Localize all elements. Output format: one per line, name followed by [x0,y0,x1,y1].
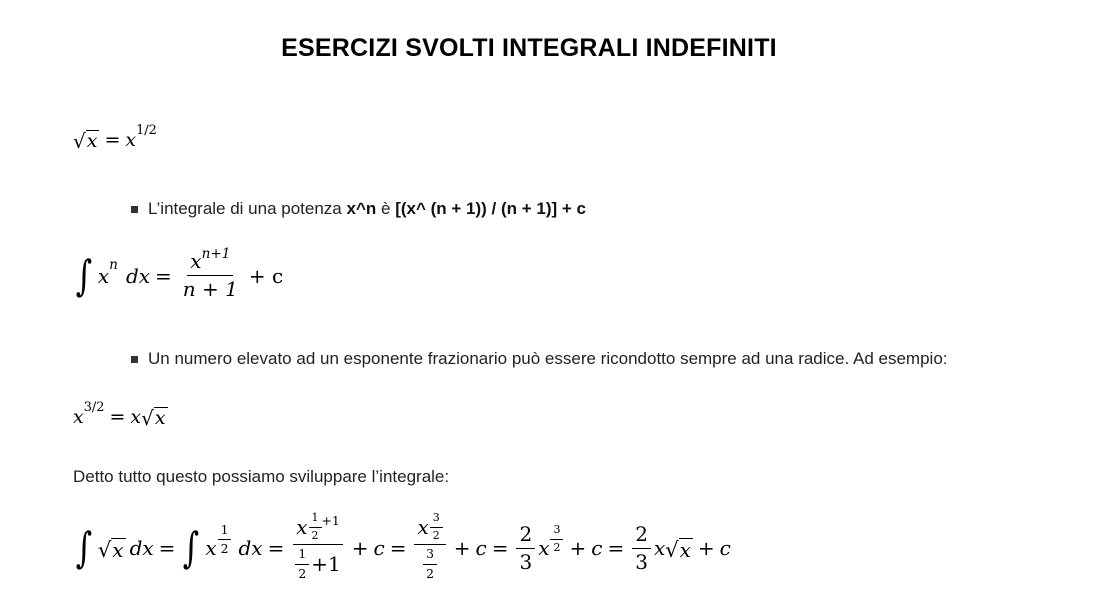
integral-symbol: ∫ [75,250,93,300]
fraction: $\frac{x^{n+1}}{n + 1}$ [182,245,238,301]
bullet-item-fractional-exponent: Un numero elevato ad un esponente frazionario può essere ricondotto sempre ad una radice. Ad esempio: [131,349,948,369]
sqrt-symbol: √ x [97,537,124,562]
bullet-square-icon [131,206,138,213]
sqrt-symbol: √ x [141,405,166,430]
paragraph: Detto tutto questo possiamo sviluppare l’integrale: [73,467,450,486]
integral-symbol: ∫ [183,523,200,573]
formula-power-integral: ∫ x n dx = $\frac{x^{n+1}}{n + 1}$ + c [75,245,284,301]
fraction: x $\frac{1}{2}$ +1 $\frac{1}{2}$ +1 [292,516,343,581]
bullet-item-power-rule: L’integrale di una potenza x^n è [(x^ (n + 1)) / (n + 1)] + c [131,199,586,219]
formula-sqrt-power: √ x = x 1/2 [73,122,157,153]
bullet-square-icon [131,356,138,363]
fraction: $\frac{2}{3}$ [516,523,535,574]
formula-derivation: ∫ √ x dx = ∫ x $\frac{1}{2}$ dx = x $\frac{1}{2}$ +1 $\frac{1}{2}$ +1 + c = x $\frac{3}{2}$ $\frac{3}{2}$ + c = $\frac{2}{3}$ x $\frac{3}{2}$ + c = $\frac{2}{3}$ x √ x + c [75,511,731,581]
formula-three-halves: x 3/2 = x √ x [73,399,166,430]
sqrt-symbol: √ x [665,537,691,562]
fraction: $\frac{2}{3}$ [632,523,651,574]
fraction: x $\frac{3}{2}$ $\frac{3}{2}$ [414,516,445,581]
integral-symbol: ∫ [75,523,93,573]
sqrt-symbol: √ x [73,128,98,153]
page-title: ESERCIZI SVOLTI INTEGRALI INDEFINITI [281,34,777,62]
